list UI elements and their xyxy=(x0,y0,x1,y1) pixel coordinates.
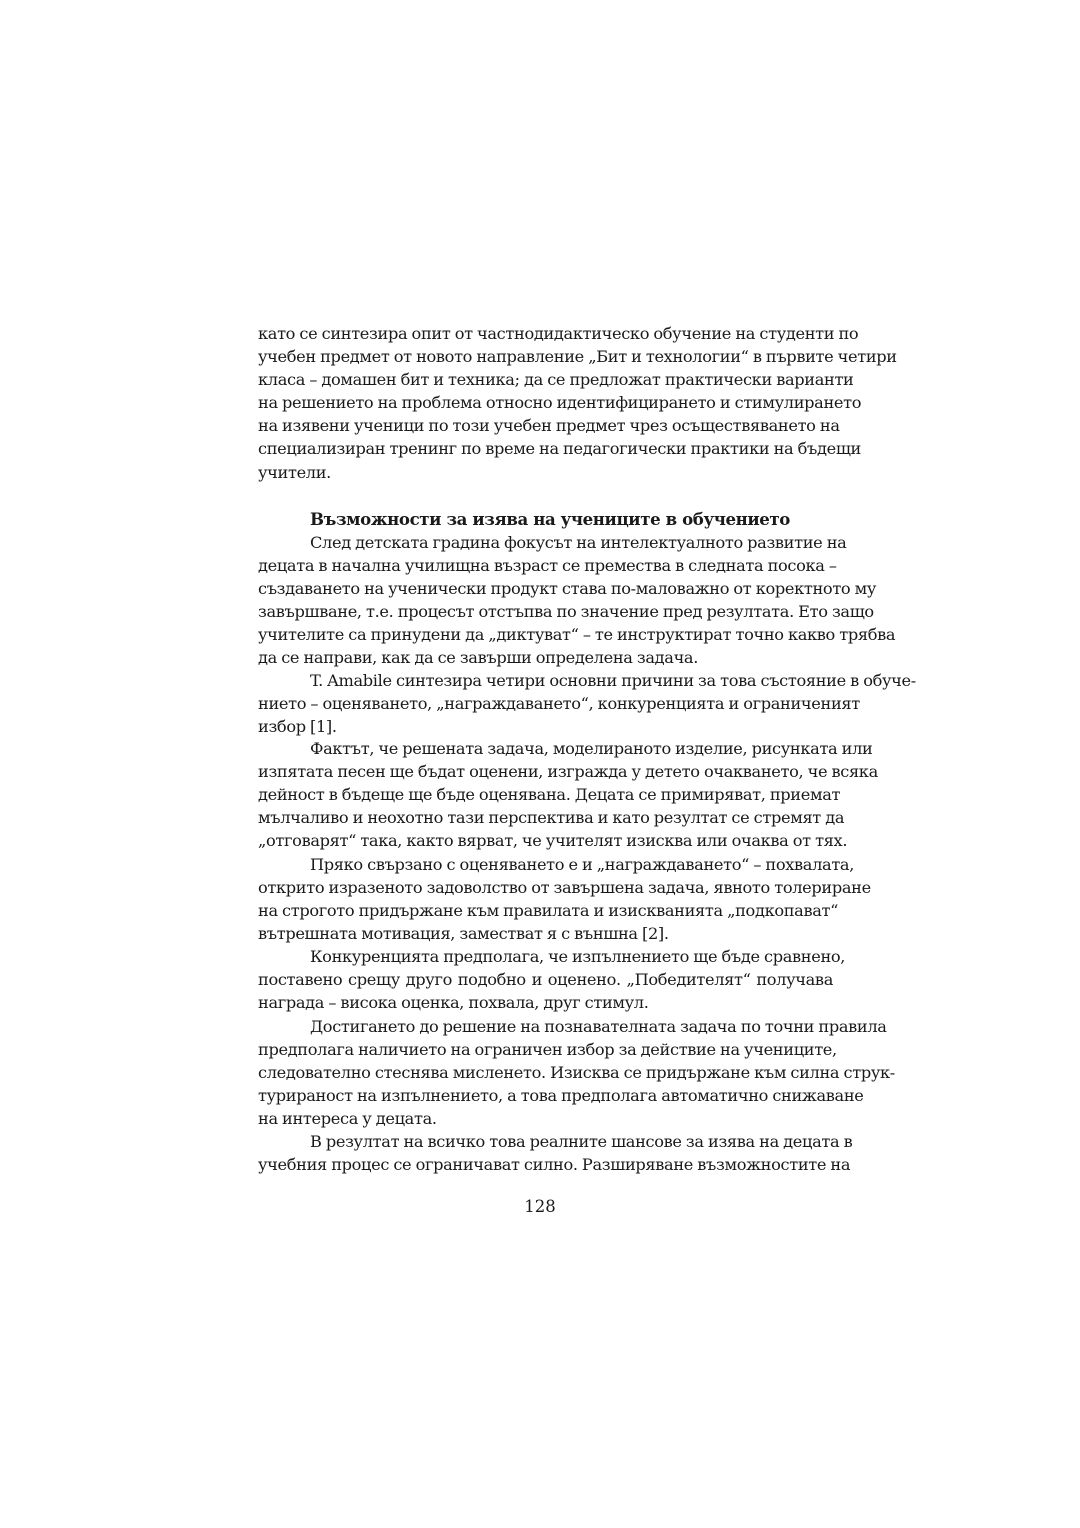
paragraph-7 xyxy=(258,1130,853,1176)
paragraph-4 xyxy=(258,853,871,945)
paragraph-intro xyxy=(258,322,897,484)
text-line: класа – домашен бит и техника; да се предложат практически варианти xyxy=(258,370,854,390)
text-line: следователно стеснява мисленето. Изисква се придържане към силна струк- xyxy=(258,1063,895,1083)
text-line: турираност на изпълнението, а това предполага автоматично снижаване xyxy=(258,1086,864,1106)
text-line: Фактът, че решената задача, моделираното изделие, рисунката или xyxy=(310,739,873,758)
text-line: Пряко свързано с оценяването е и „награждаването“ – похвалата, xyxy=(310,855,855,874)
text-line: на решението на проблема относно идентифицирането и стимулирането xyxy=(258,393,862,413)
text-line: вътрешната мотивация, заместват я с външна [2]. xyxy=(258,924,669,944)
text-line: награда – висока оценка, похвала, друг стимул. xyxy=(258,993,649,1013)
text-line: избор [1]. xyxy=(258,717,337,737)
text-line: на изявени ученици по този учебен предмет чрез осъществяването на xyxy=(258,416,840,436)
paragraph-1 xyxy=(258,531,896,670)
text-line: учебен предмет от новото направление „Бит и технологии“ в първите четири xyxy=(258,347,897,367)
section-heading: Възможности за изява на учениците в обучението xyxy=(310,509,790,529)
text-line: завършване, т.е. процесът отстъпва по значение пред резултата. Ето защо xyxy=(258,602,874,622)
paragraph-5 xyxy=(258,945,846,1014)
paragraph-3 xyxy=(258,737,878,852)
text-line: В резултат на всичко това реалните шансове за изява на децата в xyxy=(310,1132,853,1151)
text-line: мълчаливо и неохотно тази перспектива и като резултат се стремят да xyxy=(258,808,845,828)
text-line: учители. xyxy=(258,462,331,482)
text-line: учителите са принудени да „диктуват“ – те инструктират точно какво трябва xyxy=(258,625,896,645)
text-line: на интереса у децата. xyxy=(258,1109,437,1129)
text-line: създаването на ученически продукт става по-маловажно от коректното му xyxy=(258,579,877,599)
text-line: предполага наличието на ограничен избор за действие на учениците, xyxy=(258,1040,837,1060)
text-line: открито изразеното задоволство от завършена задача, явното толериране xyxy=(258,878,871,898)
text-line: да се направи, как да се завърши определена задача. xyxy=(258,648,699,668)
text-line: поставено срещу друго подобно и оценено. „Победителят“ получава xyxy=(258,970,833,990)
page-number: 128 xyxy=(524,1197,556,1216)
text-line: специализиран тренинг по време на педагогически практики на бъдещи xyxy=(258,439,861,459)
text-line: нието – оценяването, „награждаването“, конкуренцията и ограниченият xyxy=(258,694,860,714)
text-line: T. Amabile синтезира четири основни причини за това състояние в обуче- xyxy=(310,671,916,690)
text-line: децата в начална училищна възраст се премества в следната посока – xyxy=(258,556,837,576)
paragraph-2 xyxy=(258,669,916,738)
paragraph-6 xyxy=(258,1015,895,1130)
text-line: на строгото придържане към правилата и изискванията „подкопават“ xyxy=(258,901,839,921)
text-line: Конкуренцията предполага, че изпълнението ще бъде сравнено, xyxy=(310,947,846,966)
text-line: След детската градина фокусът на интелектуалното развитие на xyxy=(310,533,847,552)
text-line: дейност в бъдеще ще бъде оценявана. Децата се примиряват, приемат xyxy=(258,785,841,805)
text-line: учебния процес се ограничават силно. Разширяване възможностите на xyxy=(258,1155,851,1175)
text-line: Достигането до решение на познавателната задача по точни правила xyxy=(310,1017,887,1036)
text-line: „отговарят“ така, както вярват, че учителят изисква или очаква от тях. xyxy=(258,831,848,851)
text-line: като се синтезира опит от частнодидактическо обучение на студенти по xyxy=(258,324,859,343)
text-line: изпятата песен ще бъдат оценени, изгражда у детето очакването, че всяка xyxy=(258,762,878,782)
